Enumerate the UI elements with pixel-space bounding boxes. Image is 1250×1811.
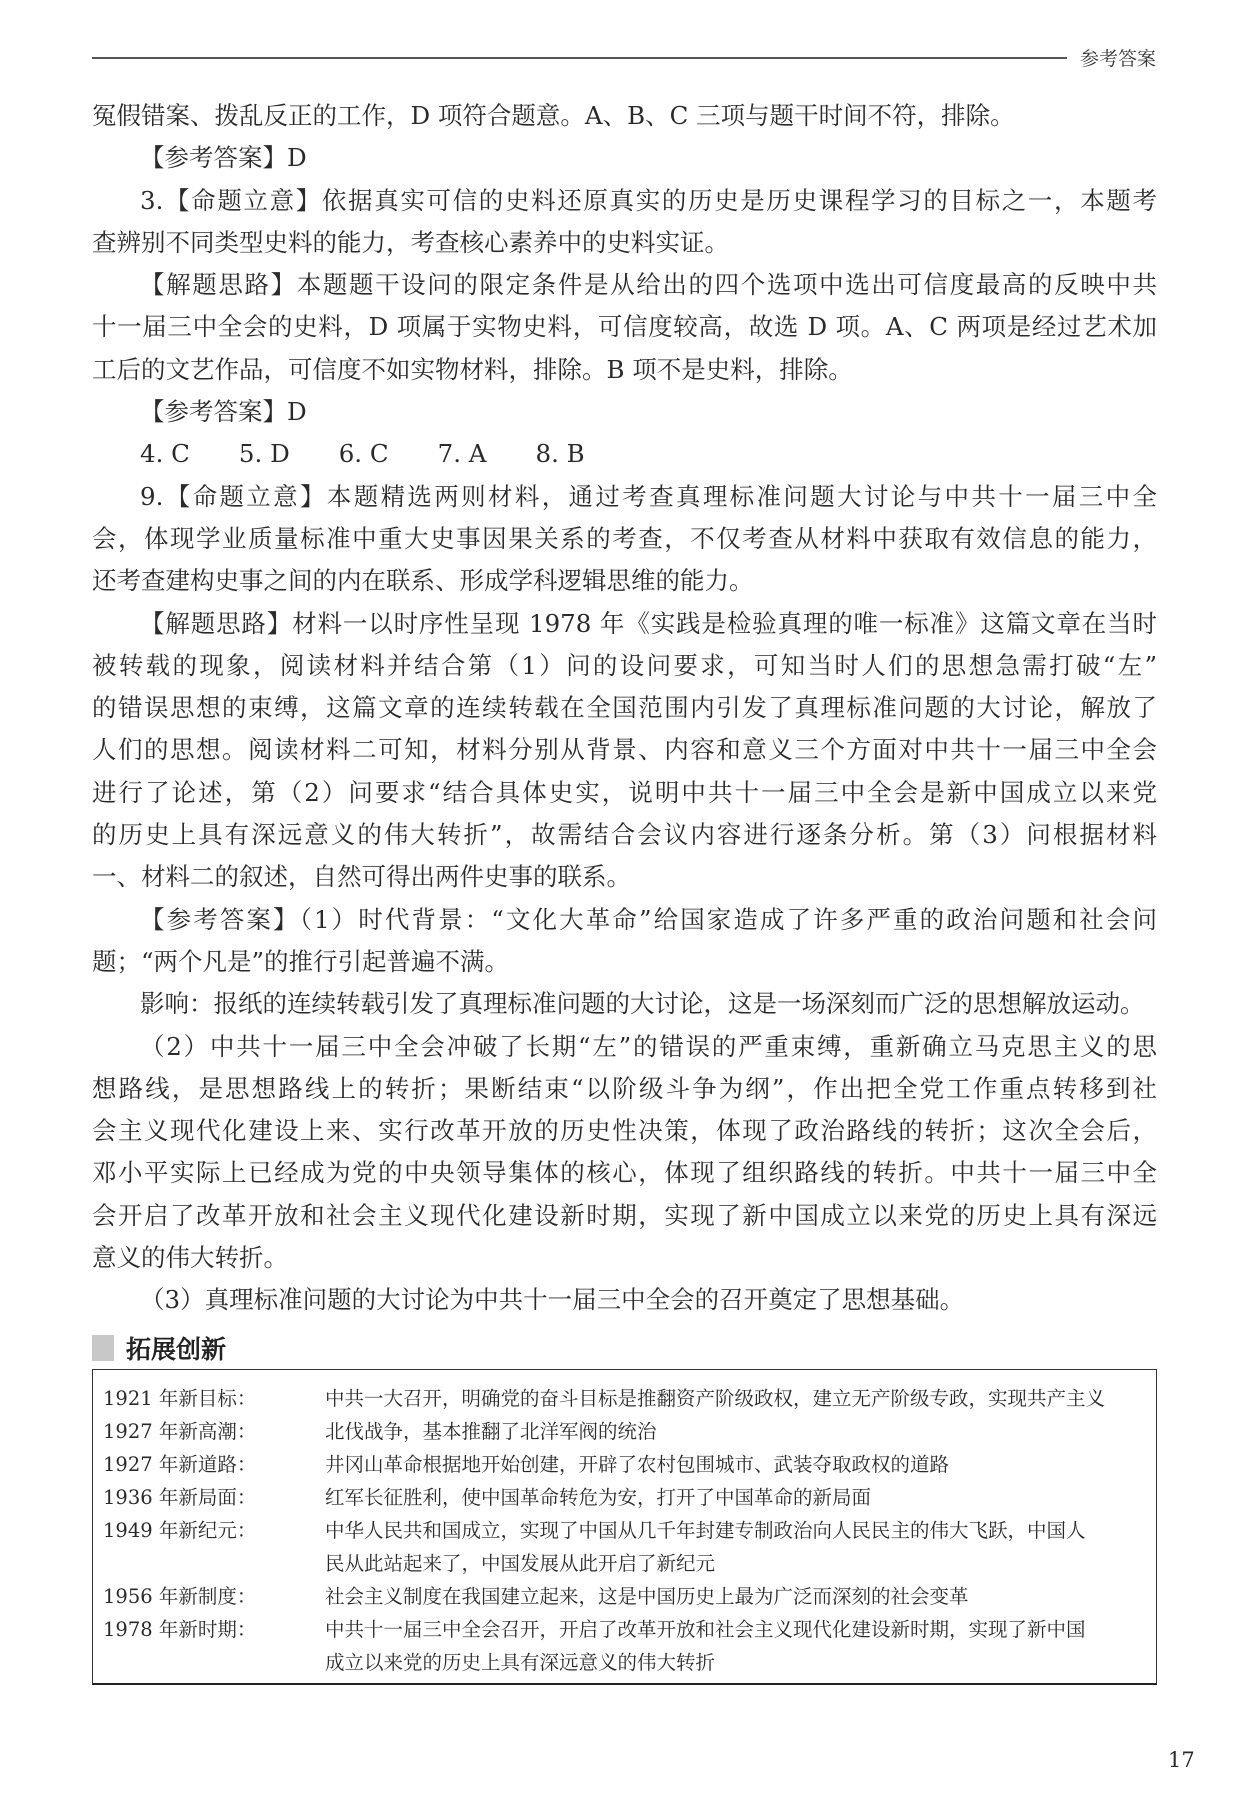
timeline-row: [103, 1415, 1148, 1448]
timeline-text: 北伐战争，基本推翻了北洋军阀的统治: [325, 1420, 657, 1443]
paragraph: [92, 180, 1157, 265]
section-marker-icon: [92, 1335, 114, 1361]
timeline-label: 1978 年新时期：: [103, 1618, 257, 1641]
text-line: 十一届三中全会的史料，D 项属于实物史料，可信度较高，故选 D 项。A、C 两项是经过艺术加: [92, 312, 1157, 342]
paragraph: [92, 95, 1157, 137]
timeline-text: 中共一大召开，明确党的奋斗目标是推翻资产阶级政权，建立无产阶级专政，实现共产主义: [325, 1387, 1106, 1410]
paragraph: [92, 899, 1157, 984]
paragraph: [92, 137, 1157, 179]
text-line: 会，体现学业质量标准中重大史事因果关系的考查，不仅考查从材料中获取有效信息的能力，: [92, 523, 1157, 553]
running-header: 参考答案: [1080, 48, 1157, 70]
timeline-label: 1949 年新纪元：: [103, 1519, 257, 1542]
paragraph: [92, 476, 1157, 603]
paragraph: [92, 433, 1157, 475]
timeline-text: 中华人民共和国成立，实现了中国从几千年封建专制政治向人民民主的伟大飞跃，中国人: [325, 1519, 1086, 1542]
text-line: 会开启了改革开放和社会主义现代化建设新时期，实现了新中国成立以来党的历史上具有深远: [92, 1200, 1157, 1230]
timeline-row: [103, 1481, 1148, 1514]
timeline-box: [92, 1369, 1157, 1685]
timeline-label: 1936 年新局面：: [103, 1486, 257, 1509]
timeline-text: 中共十一届三中全会召开，开启了改革开放和社会主义现代化建设新时期，实现了新中国: [325, 1618, 1086, 1641]
timeline-row: [103, 1448, 1148, 1481]
text-line: 【参考答案】D: [140, 143, 307, 173]
section-title: 拓展创新: [126, 1335, 227, 1364]
text-line: 【参考答案】D: [140, 397, 307, 427]
text-line: 题；“两个凡是”的推行引起普遍不满。: [92, 946, 510, 976]
text-line: 【参考答案】（1）时代背景：“文化大革命”给国家造成了许多严重的政治问题和社会问: [140, 904, 1157, 934]
text-line: （2）中共十一届三中全会冲破了长期“左”的错误的严重束缚，重新确立马克思主义的思: [140, 1031, 1157, 1061]
text-line: 还考查建构史事之间的内在联系、形成学科逻辑思维的能力。: [92, 566, 754, 596]
paragraph: [92, 1026, 1157, 1280]
timeline-row: [103, 1613, 1148, 1679]
paragraph: [92, 1279, 1157, 1321]
timeline-text: 民从此站起来了，中国发展从此开启了新纪元: [325, 1552, 716, 1575]
text-line: 被转载的现象，阅读材料并结合第（1）问的设问要求，可知当时人们的思想急需打破“左”: [92, 650, 1157, 680]
section-heading: [92, 1330, 226, 1366]
text-line: 一、材料二的叙述，自然可得出两件史事的联系。: [92, 862, 631, 892]
answer-body: [92, 95, 1157, 1322]
paragraph: [92, 983, 1157, 1025]
timeline-row: [103, 1382, 1148, 1415]
text-line: 【解题思路】本题题干设问的限定条件是从给出的四个选项中选出可信度最高的反映中共: [140, 270, 1157, 300]
paragraph: [92, 391, 1157, 433]
timeline-label: 1927 年新高潮：: [103, 1420, 257, 1443]
text-line: 3.【命题立意】依据真实可信的史料还原真实的历史是历史课程学习的目标之一，本题考: [140, 185, 1157, 215]
timeline-list: [103, 1382, 1148, 1679]
text-line: 想路线，是思想路线上的转折；果断结束“以阶级斗争为纲”，作出把全党工作重点转移到社: [92, 1073, 1157, 1103]
timeline-row: [103, 1514, 1148, 1580]
text-line: 查辨别不同类型史料的能力，考查核心素养中的史料实证。: [92, 227, 729, 257]
timeline-label: 1956 年新制度：: [103, 1585, 257, 1608]
timeline-label: 1927 年新道路：: [103, 1453, 257, 1476]
timeline-text: 成立以来党的历史上具有深远意义的伟大转折: [325, 1651, 716, 1674]
paragraph: [92, 603, 1157, 899]
timeline-label: 1921 年新目标：: [103, 1387, 257, 1410]
text-line: 【解题思路】材料一以时序性呈现 1978 年《实践是检验真理的唯一标准》这篇文章在当时: [140, 608, 1157, 638]
text-line: 意义的伟大转折。: [92, 1243, 288, 1273]
text-line: 的历史上具有深远意义的伟大转折”，故需结合会议内容进行逐条分析。第（3）问根据材料: [92, 820, 1157, 850]
text-line: 会主义现代化建设上来、实行改革开放的历史性决策，体现了政治路线的转折；这次全会后，: [92, 1116, 1157, 1146]
text-line: 的错误思想的束缚，这篇文章的连续转载在全国范围内引发了真理标准问题的大讨论，解放了: [92, 693, 1157, 723]
text-line: 邓小平实际上已经成为党的中央领导集体的核心，体现了组织路线的转折。中共十一届三中全: [92, 1158, 1157, 1188]
text-line: 人们的思想。阅读材料二可知，材料分别从背景、内容和意义三个方面对中共十一届三中全会: [92, 735, 1157, 765]
text-line: 工后的文艺作品，可信度不如实物材料，排除。B 项不是史料，排除。: [92, 354, 853, 384]
text-line: 进行了论述，第（2）问要求“结合具体史实，说明中共十一届三中全会是新中国成立以来党: [92, 777, 1157, 807]
text-line: 影响：报纸的连续转载引发了真理标准问题的大讨论，这是一场深刻而广泛的思想解放运动。: [140, 989, 1145, 1019]
page-number: 17: [1168, 1748, 1195, 1772]
paragraph: [92, 264, 1157, 391]
text-line: 冤假错案、拨乱反正的工作，D 项符合题意。A、B、C 三项与题干时间不符，排除。: [92, 101, 1015, 130]
text-line: 4. C 5. D 6. C 7. A 8. B: [140, 439, 585, 469]
timeline-text: 社会主义制度在我国建立起来，这是中国历史上最为广泛而深刻的社会变革: [325, 1585, 969, 1608]
timeline-text: 红军长征胜利，使中国革命转危为安，打开了中国革命的新局面: [325, 1486, 872, 1509]
text-line: 9.【命题立意】本题精选两则材料，通过考查真理标准问题大讨论与中共十一届三中全: [140, 481, 1157, 511]
timeline-text: 井冈山革命根据地开始创建，开辟了农村包围城市、武装夺取政权的道路: [325, 1453, 950, 1476]
header-rule: [92, 57, 1067, 59]
text-line: （3）真理标准问题的大讨论为中共十一届三中全会的召开奠定了思想基础。: [140, 1285, 965, 1315]
timeline-row: [103, 1580, 1148, 1613]
